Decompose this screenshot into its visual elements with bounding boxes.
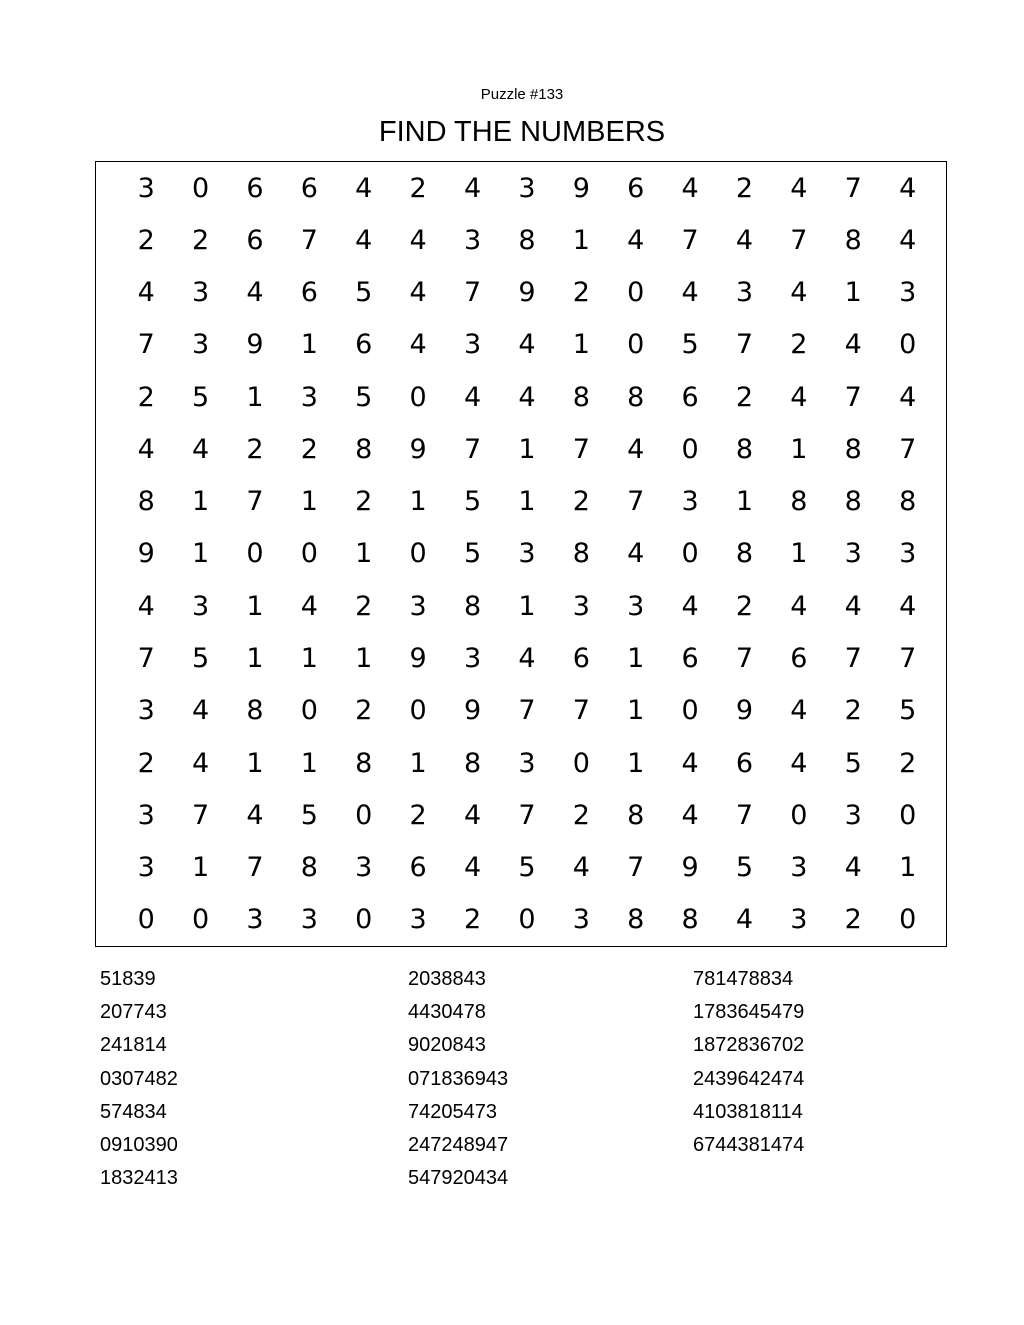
grid-cell[interactable]: 4 bbox=[409, 329, 427, 361]
grid-cell[interactable]: 2 bbox=[790, 329, 808, 361]
grid-cell[interactable]: 0 bbox=[681, 695, 699, 727]
grid-cell[interactable]: 8 bbox=[355, 747, 373, 779]
word-list-item: 547920434 bbox=[408, 1167, 509, 1190]
grid-cell[interactable]: 7 bbox=[844, 381, 862, 413]
grid-cell[interactable]: 1 bbox=[790, 433, 808, 465]
word-list-item: 2038843 bbox=[408, 968, 486, 990]
grid-cell[interactable]: 4 bbox=[790, 277, 808, 309]
grid-cell[interactable]: 0 bbox=[137, 904, 155, 936]
grid-cell[interactable]: 1 bbox=[518, 433, 536, 465]
grid-cell[interactable]: 3 bbox=[191, 329, 210, 361]
grid-cell[interactable]: 5 bbox=[844, 747, 862, 779]
word-list-item: 2439642474 bbox=[693, 1067, 805, 1090]
grid-cell[interactable]: 3 bbox=[735, 277, 754, 309]
grid-cell[interactable]: 9 bbox=[735, 695, 754, 727]
grid-cell[interactable]: 1 bbox=[246, 643, 264, 675]
grid-cell[interactable]: 3 bbox=[137, 852, 155, 884]
grid-cell[interactable]: 0 bbox=[409, 538, 427, 570]
grid-cell[interactable]: 8 bbox=[627, 799, 645, 831]
grid-cell[interactable]: 8 bbox=[844, 224, 862, 256]
word-list-item: 1783645479 bbox=[693, 1001, 805, 1024]
grid-cell[interactable]: 0 bbox=[899, 329, 917, 361]
grid-cell[interactable]: 3 bbox=[790, 904, 808, 936]
grid-cell[interactable]: 4 bbox=[463, 381, 482, 413]
grid-cell[interactable]: 4 bbox=[191, 695, 210, 727]
grid-cell[interactable]: 5 bbox=[191, 381, 210, 413]
grid-cell[interactable]: 4 bbox=[463, 852, 482, 884]
word-list-item: 4103818114 bbox=[693, 1100, 803, 1123]
grid-cell[interactable]: 2 bbox=[137, 381, 155, 413]
grid-cell[interactable]: 5 bbox=[463, 486, 482, 518]
grid-cell[interactable]: 3 bbox=[300, 381, 318, 413]
grid-cell[interactable]: 3 bbox=[463, 329, 482, 361]
grid-cell[interactable]: 7 bbox=[735, 643, 754, 675]
grid-cell[interactable]: 0 bbox=[681, 538, 699, 570]
grid-cell[interactable]: 3 bbox=[137, 172, 155, 204]
grid-cell[interactable]: 0 bbox=[681, 433, 699, 465]
grid-cell[interactable]: 8 bbox=[463, 590, 482, 622]
grid-cell[interactable]: 2 bbox=[137, 224, 155, 256]
grid-cell[interactable]: 4 bbox=[681, 172, 699, 204]
grid-cell[interactable]: 7 bbox=[300, 224, 318, 256]
grid-cell[interactable]: 2 bbox=[300, 433, 318, 465]
grid-cell[interactable]: 3 bbox=[518, 747, 536, 779]
grid-cell[interactable]: 4 bbox=[790, 172, 808, 204]
grid-cell[interactable]: 5 bbox=[681, 329, 699, 361]
grid-cell[interactable]: 9 bbox=[572, 172, 590, 204]
grid-cell[interactable]: 3 bbox=[572, 904, 590, 936]
grid-cell[interactable]: 7 bbox=[572, 695, 590, 727]
grid-cell[interactable]: 6 bbox=[681, 381, 699, 413]
grid-cell[interactable]: 0 bbox=[409, 381, 427, 413]
grid-cell[interactable]: 4 bbox=[518, 329, 536, 361]
grid-cell[interactable]: 4 bbox=[518, 381, 536, 413]
grid-cell[interactable]: 4 bbox=[790, 747, 808, 779]
grid-cell[interactable]: 6 bbox=[300, 172, 318, 204]
grid-cell[interactable]: 1 bbox=[300, 747, 318, 779]
word-list-column-2 bbox=[408, 963, 508, 1195]
grid-cell[interactable]: 1 bbox=[355, 538, 373, 570]
grid-cell[interactable]: 7 bbox=[627, 486, 645, 518]
grid-cell[interactable]: 1 bbox=[300, 329, 318, 361]
grid-cell[interactable]: 0 bbox=[246, 538, 264, 570]
grid-cell[interactable]: 1 bbox=[246, 747, 264, 779]
grid-cell[interactable]: 0 bbox=[627, 277, 645, 309]
grid-cell[interactable]: 7 bbox=[518, 799, 536, 831]
word-list-column-1 bbox=[100, 963, 178, 1195]
grid-cell[interactable]: 3 bbox=[899, 538, 917, 570]
grid-cell[interactable]: 3 bbox=[355, 852, 373, 884]
grid-cell[interactable]: 1 bbox=[572, 329, 590, 361]
grid-cell[interactable]: 8 bbox=[627, 381, 645, 413]
grid-cell[interactable]: 3 bbox=[191, 590, 210, 622]
grid-cell[interactable]: 3 bbox=[844, 538, 862, 570]
grid-cell[interactable]: 3 bbox=[844, 799, 862, 831]
grid-cell[interactable]: 3 bbox=[463, 224, 482, 256]
grid-cell[interactable]: 7 bbox=[191, 799, 210, 831]
word-list-item: 574834 bbox=[100, 1100, 167, 1123]
grid-cell[interactable]: 6 bbox=[300, 277, 318, 309]
grid-cell[interactable]: 1 bbox=[191, 538, 210, 570]
grid-cell[interactable]: 8 bbox=[137, 486, 155, 518]
grid-cell[interactable]: 4 bbox=[627, 224, 645, 256]
grid-cell[interactable]: 2 bbox=[735, 381, 754, 413]
word-list-item: 9020843 bbox=[408, 1034, 486, 1057]
grid-cell[interactable]: 8 bbox=[844, 433, 862, 465]
page-title: FIND THE NUMBERS bbox=[378, 116, 666, 148]
grid-cell[interactable]: 0 bbox=[899, 799, 917, 831]
grid-cell[interactable]: 8 bbox=[627, 904, 645, 936]
grid-cell[interactable]: 7 bbox=[844, 643, 862, 675]
grid-cell[interactable]: 4 bbox=[627, 538, 645, 570]
word-list-item: 0910390 bbox=[100, 1133, 178, 1156]
grid-cell[interactable]: 5 bbox=[355, 381, 373, 413]
grid-cell[interactable]: 0 bbox=[627, 329, 645, 361]
grid-cell[interactable]: 9 bbox=[246, 329, 264, 361]
grid-cell[interactable]: 7 bbox=[899, 433, 917, 465]
grid-cell[interactable]: 2 bbox=[572, 277, 590, 309]
grid-cell[interactable]: 0 bbox=[899, 904, 917, 936]
word-list-item: 071836943 bbox=[408, 1067, 509, 1090]
grid-cell[interactable]: 1 bbox=[191, 486, 210, 518]
grid-cell[interactable]: 0 bbox=[409, 695, 427, 727]
grid-cell[interactable]: 1 bbox=[627, 695, 645, 727]
grid-cell[interactable]: 2 bbox=[899, 747, 917, 779]
word-list-item: 1832413 bbox=[100, 1167, 178, 1190]
grid-cell[interactable]: 4 bbox=[681, 799, 699, 831]
grid-cell[interactable]: 2 bbox=[137, 747, 155, 779]
grid-cell[interactable]: 9 bbox=[463, 695, 482, 727]
grid-cell[interactable]: 3 bbox=[246, 904, 264, 936]
grid-cell[interactable]: 1 bbox=[409, 486, 427, 518]
grid-cell[interactable]: 4 bbox=[844, 852, 862, 884]
grid-cell[interactable]: 4 bbox=[790, 590, 808, 622]
grid-cell[interactable]: 5 bbox=[355, 277, 373, 309]
puzzle-grid bbox=[119, 162, 935, 946]
grid-cell[interactable]: 0 bbox=[572, 747, 590, 779]
grid-cell[interactable]: 4 bbox=[518, 643, 536, 675]
word-list-item: 207743 bbox=[100, 1001, 167, 1024]
grid-cell[interactable]: 6 bbox=[409, 852, 427, 884]
grid-cell[interactable]: 7 bbox=[844, 172, 862, 204]
grid-cell[interactable]: 3 bbox=[137, 799, 155, 831]
grid-cell[interactable]: 3 bbox=[899, 277, 917, 309]
grid-cell[interactable]: 6 bbox=[246, 224, 264, 256]
grid-cell[interactable]: 3 bbox=[681, 486, 699, 518]
grid-cell[interactable]: 2 bbox=[572, 486, 590, 518]
grid-cell[interactable]: 6 bbox=[681, 643, 699, 675]
grid-cell[interactable]: 6 bbox=[246, 172, 264, 204]
grid-cell[interactable]: 6 bbox=[735, 747, 754, 779]
puzzle-number: Puzzle #133 bbox=[480, 86, 564, 103]
grid-cell[interactable]: 4 bbox=[300, 590, 318, 622]
grid-cell[interactable]: 1 bbox=[844, 277, 862, 309]
grid-cell[interactable]: 7 bbox=[463, 433, 482, 465]
grid-cell[interactable]: 0 bbox=[191, 904, 210, 936]
grid-cell[interactable]: 0 bbox=[355, 904, 373, 936]
grid-cell[interactable]: 2 bbox=[246, 433, 264, 465]
word-list-item: 241814 bbox=[100, 1034, 167, 1057]
grid-cell[interactable]: 0 bbox=[355, 799, 373, 831]
grid-cell[interactable]: 3 bbox=[790, 852, 808, 884]
grid-cell[interactable]: 1 bbox=[246, 590, 264, 622]
grid-cell[interactable]: 6 bbox=[790, 643, 808, 675]
grid-cell[interactable]: 4 bbox=[790, 381, 808, 413]
grid-cell[interactable]: 2 bbox=[355, 590, 373, 622]
grid-cell[interactable]: 6 bbox=[355, 329, 373, 361]
grid-cell[interactable]: 7 bbox=[735, 799, 754, 831]
grid-cell[interactable]: 3 bbox=[572, 590, 590, 622]
grid-cell[interactable]: 4 bbox=[137, 433, 155, 465]
word-list-item: 781478834 bbox=[693, 968, 794, 990]
grid-cell[interactable]: 6 bbox=[572, 643, 590, 675]
grid-cell[interactable]: 4 bbox=[790, 695, 808, 727]
grid-cell[interactable]: 1 bbox=[518, 486, 536, 518]
grid-cell[interactable]: 4 bbox=[572, 852, 590, 884]
grid-cell[interactable]: 5 bbox=[191, 643, 210, 675]
grid-cell[interactable]: 1 bbox=[300, 486, 318, 518]
grid-cell[interactable]: 4 bbox=[355, 224, 373, 256]
grid-cell[interactable]: 7 bbox=[790, 224, 808, 256]
grid-cell[interactable]: 8 bbox=[246, 695, 264, 727]
grid-cell[interactable]: 4 bbox=[409, 224, 427, 256]
grid-cell[interactable]: 1 bbox=[300, 643, 318, 675]
grid-cell[interactable]: 1 bbox=[627, 643, 645, 675]
grid-cell[interactable]: 4 bbox=[899, 381, 917, 413]
grid-cell[interactable]: 8 bbox=[518, 224, 536, 256]
grid-cell[interactable]: 7 bbox=[137, 329, 155, 361]
grid-cell[interactable]: 1 bbox=[899, 852, 917, 884]
grid-cell[interactable]: 2 bbox=[355, 695, 373, 727]
grid-cell[interactable]: 8 bbox=[735, 433, 754, 465]
grid-cell[interactable]: 3 bbox=[518, 172, 536, 204]
grid-cell[interactable]: 4 bbox=[627, 433, 645, 465]
grid-cell[interactable]: 2 bbox=[463, 904, 482, 936]
word-list-item: 6744381474 bbox=[693, 1133, 805, 1156]
grid-cell[interactable]: 4 bbox=[735, 224, 754, 256]
grid-cell[interactable]: 7 bbox=[518, 695, 536, 727]
grid-cell[interactable]: 1 bbox=[191, 852, 210, 884]
grid-cell[interactable]: 4 bbox=[899, 224, 917, 256]
grid-cell[interactable]: 7 bbox=[735, 329, 754, 361]
grid-cell[interactable]: 7 bbox=[627, 852, 645, 884]
grid-cell[interactable]: 2 bbox=[735, 172, 754, 204]
grid-cell[interactable]: 3 bbox=[463, 643, 482, 675]
grid-cell[interactable]: 4 bbox=[681, 747, 699, 779]
grid-cell[interactable]: 1 bbox=[355, 643, 373, 675]
grid-cell[interactable]: 2 bbox=[191, 224, 210, 256]
word-list-item: 1872836702 bbox=[693, 1034, 805, 1057]
grid-cell[interactable]: 5 bbox=[463, 538, 482, 570]
grid-cell[interactable]: 4 bbox=[899, 172, 917, 204]
grid-cell[interactable]: 0 bbox=[191, 172, 210, 204]
grid-cell[interactable]: 5 bbox=[899, 695, 917, 727]
grid-cell[interactable]: 2 bbox=[409, 172, 427, 204]
grid-cell[interactable]: 1 bbox=[518, 590, 536, 622]
grid-cell[interactable]: 4 bbox=[191, 433, 210, 465]
grid-cell[interactable]: 4 bbox=[463, 799, 482, 831]
grid-cell[interactable]: 3 bbox=[409, 904, 427, 936]
grid-cell[interactable]: 9 bbox=[409, 643, 427, 675]
grid-cell[interactable]: 3 bbox=[518, 538, 536, 570]
grid-cell[interactable]: 8 bbox=[355, 433, 373, 465]
grid-cell[interactable]: 7 bbox=[246, 486, 264, 518]
grid-cell[interactable]: 2 bbox=[844, 904, 862, 936]
grid-cell[interactable]: 2 bbox=[572, 799, 590, 831]
grid-cell[interactable]: 1 bbox=[409, 747, 427, 779]
grid-cell[interactable]: 2 bbox=[409, 799, 427, 831]
grid-cell[interactable]: 9 bbox=[681, 852, 699, 884]
grid-cell[interactable]: 3 bbox=[191, 277, 210, 309]
grid-cell[interactable]: 8 bbox=[463, 747, 482, 779]
word-list-item: 74205473 bbox=[408, 1100, 497, 1123]
grid-cell[interactable]: 7 bbox=[463, 277, 482, 309]
grid-cell[interactable]: 2 bbox=[735, 590, 754, 622]
grid-cell[interactable]: 1 bbox=[572, 224, 590, 256]
grid-cell[interactable]: 4 bbox=[137, 277, 155, 309]
grid-cell[interactable]: 2 bbox=[355, 486, 373, 518]
grid-cell[interactable]: 8 bbox=[572, 381, 590, 413]
grid-cell[interactable]: 8 bbox=[735, 538, 754, 570]
grid-cell[interactable]: 4 bbox=[463, 172, 482, 204]
grid-cell[interactable]: 1 bbox=[790, 538, 808, 570]
grid-cell[interactable]: 4 bbox=[844, 590, 862, 622]
grid-cell[interactable]: 7 bbox=[572, 433, 590, 465]
grid-cell[interactable]: 4 bbox=[137, 590, 155, 622]
grid-cell[interactable]: 8 bbox=[572, 538, 590, 570]
grid-cell[interactable]: 4 bbox=[681, 590, 699, 622]
grid-cell[interactable]: 7 bbox=[899, 643, 917, 675]
word-list-item: 247248947 bbox=[408, 1133, 509, 1156]
grid-cell[interactable]: 3 bbox=[137, 695, 155, 727]
grid-cell[interactable]: 8 bbox=[681, 904, 699, 936]
grid-cell[interactable]: 0 bbox=[300, 538, 318, 570]
grid-cell[interactable]: 0 bbox=[790, 799, 808, 831]
grid-cell[interactable]: 9 bbox=[409, 433, 427, 465]
grid-cell[interactable]: 4 bbox=[681, 277, 699, 309]
grid-cell[interactable]: 9 bbox=[137, 538, 155, 570]
grid-cell[interactable]: 4 bbox=[899, 590, 917, 622]
grid-cell[interactable]: 3 bbox=[409, 590, 427, 622]
grid-cell[interactable]: 7 bbox=[681, 224, 699, 256]
word-list-column-3 bbox=[693, 963, 804, 1162]
grid-cell[interactable]: 8 bbox=[844, 486, 862, 518]
puzzle-grid-frame bbox=[95, 161, 947, 947]
grid-cell[interactable]: 4 bbox=[844, 329, 862, 361]
grid-cell[interactable]: 0 bbox=[518, 904, 536, 936]
grid-cell[interactable]: 1 bbox=[627, 747, 645, 779]
grid-cell[interactable]: 4 bbox=[355, 172, 373, 204]
grid-cell[interactable]: 1 bbox=[246, 381, 264, 413]
grid-cell[interactable]: 2 bbox=[844, 695, 862, 727]
grid-cell[interactable]: 4 bbox=[191, 747, 210, 779]
grid-cell[interactable]: 9 bbox=[518, 277, 536, 309]
grid-cell[interactable]: 4 bbox=[735, 904, 754, 936]
grid-cell[interactable]: 3 bbox=[300, 904, 318, 936]
grid-cell[interactable]: 6 bbox=[627, 172, 645, 204]
grid-cell[interactable]: 7 bbox=[137, 643, 155, 675]
grid-cell[interactable]: 8 bbox=[899, 486, 917, 518]
grid-cell[interactable]: 8 bbox=[300, 852, 318, 884]
grid-cell[interactable]: 4 bbox=[246, 277, 264, 309]
grid-cell[interactable]: 5 bbox=[735, 852, 754, 884]
grid-cell[interactable]: 0 bbox=[300, 695, 318, 727]
grid-cell[interactable]: 8 bbox=[790, 486, 808, 518]
grid-cell[interactable]: 1 bbox=[735, 486, 754, 518]
grid-cell[interactable]: 3 bbox=[627, 590, 645, 622]
grid-cell[interactable]: 7 bbox=[246, 852, 264, 884]
grid-cell[interactable]: 4 bbox=[246, 799, 264, 831]
word-list-item: 51839 bbox=[100, 968, 156, 990]
grid-cell[interactable]: 5 bbox=[300, 799, 318, 831]
word-list-item: 4430478 bbox=[408, 1001, 486, 1024]
grid-cell[interactable]: 4 bbox=[409, 277, 427, 309]
word-list-item: 0307482 bbox=[100, 1067, 178, 1090]
grid-cell[interactable]: 5 bbox=[518, 852, 536, 884]
